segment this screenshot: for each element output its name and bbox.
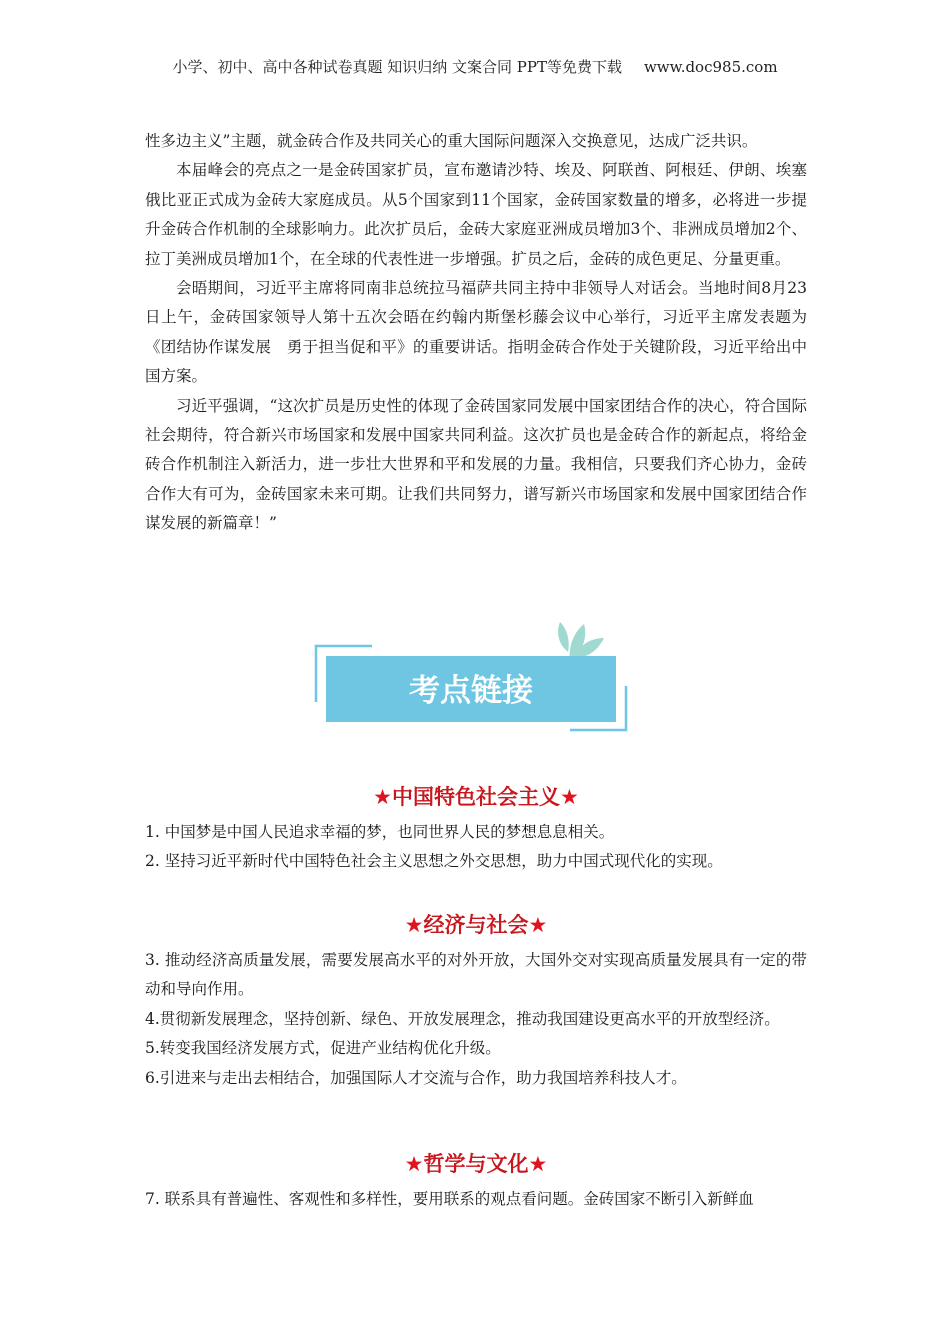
section-socialism bbox=[145, 782, 807, 877]
section-title bbox=[145, 1149, 807, 1179]
list-item: 6.引进来与走出去相结合，加强国际人才交流与合作，助力我国培养科技人才。 bbox=[145, 1068, 687, 1087]
star-icon: ★ bbox=[404, 1152, 424, 1176]
list-item: 1. 中国梦是中国人民追求幸福的梦，也同世界人民的梦想息息相关。 bbox=[145, 823, 615, 841]
star-icon: ★ bbox=[560, 785, 579, 809]
header-site-link[interactable]: www.doc985.com bbox=[643, 58, 778, 76]
section-philosophy bbox=[145, 1149, 807, 1214]
star-icon: ★ bbox=[404, 913, 424, 937]
list-item: 4.贯彻新发展理念，坚持创新、绿色、开放发展理念，推动我国建设更高水平的开放型经济。 bbox=[145, 1009, 780, 1028]
paragraph: 会晤期间，习近平主席将同南非总统拉马福萨共同主持中非领导人对话会。当地时间8月23日上午，金砖国家领导人第十五次会晤在约翰内斯堡杉藤会议中心举行，习近平主席发表题为《团结协作谋发展 勇于担当促和平》的重要讲话。指明金砖合作处于关键阶段，习近平给出中国方案。 bbox=[145, 279, 807, 386]
star-icon: ★ bbox=[528, 1152, 548, 1176]
section-title bbox=[145, 910, 807, 940]
article-body bbox=[145, 127, 807, 539]
section-economy bbox=[145, 910, 807, 1093]
banner-graphic bbox=[312, 600, 632, 740]
section-title bbox=[145, 782, 807, 812]
paragraph: 习近平强调，“这次扩员是历史性的体现了金砖国家同发展中国家团结合作的决心，符合国际社会期待，符合新兴市场国家和发展中国家共同利益。这次扩员也是金砖合作的新起点，将给金砖合作机制注入新活力，进一步壮大世界和平和发展的力量。我相信，只要我们齐心协力，金砖合作大有可为，金砖国家未来可期。让我们共同努力，谱写新兴市场国家和发展中国家团结合作谋发展的新篇章！” bbox=[145, 396, 807, 533]
section-title-text: 哲学与文化 bbox=[423, 1152, 529, 1176]
list-item: 7. 联系具有普遍性、客观性和多样性，要用联系的观点看问题。金砖国家不断引入新鲜血 bbox=[145, 1190, 754, 1208]
list-item: 2. 坚持习近平新时代中国特色社会主义思想之外交思想，助力中国式现代化的实现。 bbox=[145, 852, 723, 871]
list-item: 3. 推动经济高质量发展，需要发展高水平的对外开放，大国外交对实现高质量发展具有一定的带动和导向作用。 bbox=[145, 951, 807, 999]
paragraph: 本届峰会的亮点之一是金砖国家扩员，宣布邀请沙特、埃及、阿联酋、阿根廷、伊朗、埃塞俄比亚正式成为金砖大家庭成员。从5个国家到11个国家，金砖国家数量的增多，必将进一步提升金砖合作机制的全球影响力。此次扩员后，金砖大家庭亚洲成员增加3个、非洲成员增加2个、拉丁美洲成员增加1个，在全球的代表性进一步增强。扩员之后，金砖的成色更足、分量更重。 bbox=[145, 161, 807, 268]
banner-title: 考点链接 bbox=[409, 673, 533, 709]
section-banner bbox=[312, 600, 632, 740]
section-title-text: 中国特色社会主义 bbox=[392, 785, 560, 809]
star-icon: ★ bbox=[373, 785, 392, 809]
page-header bbox=[0, 56, 950, 77]
paragraph: 性多边主义”主题，就金砖合作及共同关心的重大国际问题深入交换意见，达成广泛共识。 bbox=[145, 132, 758, 150]
star-icon: ★ bbox=[528, 913, 548, 937]
list-item: 5.转变我国经济发展方式，促进产业结构优化升级。 bbox=[145, 1039, 501, 1058]
header-text: 小学、初中、高中各种试卷真题 知识归纳 文案合同 PPT等免费下载 bbox=[172, 58, 622, 76]
section-title-text: 经济与社会 bbox=[423, 913, 529, 937]
